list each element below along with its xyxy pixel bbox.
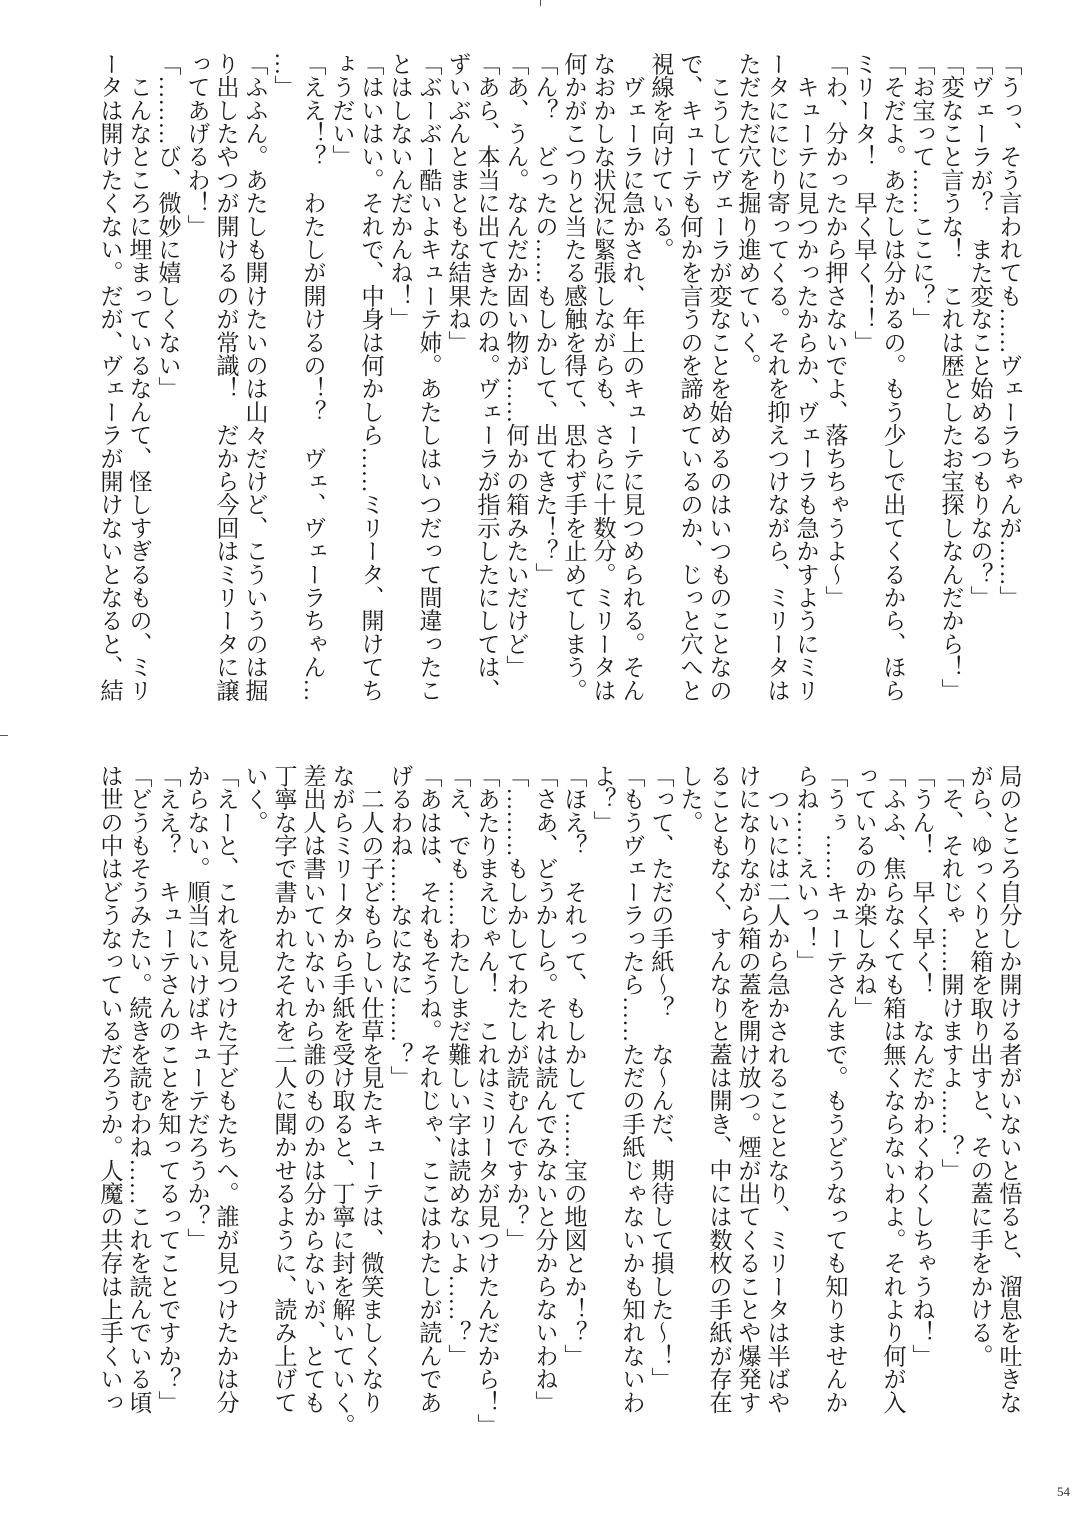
text-line: 差出人は書いていないから誰のものかは分からないが、とても [299, 764, 325, 1414]
text-line: 「ん？ どったの……もしかして、出てきた！？」 [531, 52, 557, 586]
text-line: けになりながら箱の蓋を開け放つ。煙が出てくることや爆発す [734, 764, 760, 1414]
text-block-top [94, 52, 1022, 732]
text-line: こうしてヴェーラが変なことを始めるのはいつものことなの [705, 52, 731, 702]
text-line: 「ええ！？ わたしが開けるの！？ ヴェ、ヴェーラちゃん… [299, 52, 325, 702]
text-line: ミリータ！ 早く早く！！」 [850, 52, 876, 354]
text-line: 「ふふん。あたしも開けたいのは山々だけど、こういうのは掘 [241, 52, 267, 702]
text-line: 「ほえ？ それって、もしかして……宝の地図とか！？」 [560, 764, 586, 1368]
text-line: とはしないんだかんね！」 [386, 52, 412, 331]
text-line: 「あ、うん。なんだか固い物が……何かの箱みたいだけど」 [502, 52, 528, 679]
text-line: げるわね……なになに……？」 [386, 764, 412, 1089]
text-line: 「さあ、どうかしら。それは読んでみないと分からないわね」 [531, 764, 557, 1414]
text-line: なおかしな状況に緊張しながらも、さらに十数分。ミリータは [589, 52, 615, 702]
text-block-bottom [94, 764, 1022, 1444]
text-line: ってあげるわ！」 [183, 52, 209, 238]
text-line: 「そだよ。あたしは分かるの。もう少しで出てくるから、ほら [879, 52, 905, 702]
text-line: がら、ゆっくりと箱を取り出すと、その蓋に手をかける。 [966, 764, 992, 1368]
text-line: 「お宝って……ここに？」 [908, 52, 934, 331]
text-line: ながらミリータから手紙を受け取ると、丁寧に封を解いていく。 [328, 764, 354, 1437]
text-line: ータににじり寄ってくる。それを抑えつけながら、ミリータは [763, 52, 789, 702]
text-line: で、キューテも何かを言うのを諦めているのか、じっと穴へと [676, 52, 702, 702]
crop-mark-top [540, 0, 541, 6]
text-line: 「わ、分かったから押さないでよ、落ちちゃうよ～」 [821, 52, 847, 609]
text-line: …」 [270, 52, 296, 99]
text-line: した。 [676, 764, 702, 834]
text-line: 局のところ自分しか開ける者がいないと悟ると、溜息を吐きな [995, 764, 1021, 1414]
text-line: ょうだい」 [328, 52, 354, 168]
text-line: 「変なこと言うな！ これは歴としたお宝探しなんだから！」 [937, 52, 963, 702]
text-line: 「え、でも……わたしまだ難しい字は読めないよ……？」 [444, 764, 470, 1368]
text-line: 二人の子どもらしい仕草を見たキューテは、微笑ましくなり [357, 764, 383, 1414]
text-line: 「うぅ……キューテさんまで。もうどうなっても知りませんか [821, 764, 847, 1414]
text-line: 「うん！ 早く早く！ なんだかわくわくしちゃうね！」 [908, 764, 934, 1368]
text-line: 「ふふ、焦らなくても箱は無くならないわよ。それより何が入 [879, 764, 905, 1414]
text-line: こんなところに埋まっているなんて、怪しすぎるもの、ミリ [125, 52, 151, 702]
text-line: ータは開けたくない。だが、ヴェーラが開けないとなると、結 [96, 52, 122, 702]
text-line: 視線を向けている。 [647, 52, 673, 261]
text-line: 「ヴェーラが？ また変なこと始めるつもりなの？」 [966, 52, 992, 609]
text-line: 「ぶーぶー酷いよキューテ姉。あたしはいつだって間違ったこ [415, 52, 441, 702]
text-line: 「って、ただの手紙～？ な～んだ、期待して損した～！」 [647, 764, 673, 1391]
text-line: ついには二人から急かされることとなり、ミリータは半ばや [763, 764, 789, 1414]
text-line: 「もうヴェーラったら……ただの手紙じゃないかも知れないわ [618, 764, 644, 1414]
text-line: 「そ、それじゃ……開けますよ……？」 [937, 764, 963, 1182]
text-line: ることもなく、すんなりと蓋は開き、中には数枚の手紙が存在 [705, 764, 731, 1414]
text-line: 「どうもそうみたい。続きを読むわね……これを読んでいる頃 [125, 764, 151, 1414]
text-line: 「あたりまえじゃん！ これはミリータが見つけたんだから！」 [473, 764, 499, 1437]
text-line: ずいぶんとまともな結果ね」 [444, 52, 470, 354]
text-line: り出したやつが開けるのが常識！ だから今回はミリータに譲 [212, 52, 238, 702]
text-line: 「はいはい。それで、中身は何かしら……ミリータ、開けてち [357, 52, 383, 702]
text-line: 「あはは、それもそうね。それじゃ、ここはわたしが読んであ [415, 764, 441, 1414]
text-line: っているのか楽しみね」 [850, 764, 876, 1020]
text-line: よ？」 [589, 764, 615, 834]
page-number: 54 [1057, 1484, 1070, 1499]
text-line: 「………び、微妙に嬉しくない」 [154, 52, 180, 400]
text-line: らね……えいっ！」 [792, 764, 818, 973]
text-line: 何かがこつりと当たる感触を得て、思わず手を止めてしまう。 [560, 52, 586, 702]
crop-mark-left [0, 735, 8, 736]
text-line: は世の中はどうなっているだろうか。人魔の共存は上手くいっ [96, 764, 122, 1414]
text-line: 「ええ？ キューテさんのことを知ってるってことですか？」 [154, 764, 180, 1414]
text-line: 「………もしかしてわたしが読むんですか？」 [502, 764, 528, 1252]
text-line: 丁寧な字で書かれたそれを二人に聞かせるように、読み上げて [270, 764, 296, 1414]
text-line: 「えーと、これを見つけた子どもたちへ。誰が見つけたかは分 [212, 764, 238, 1414]
text-line: ただただ穴を掘り進めていく。 [734, 52, 760, 377]
text-line: キューテに見つかったからか、ヴェーラも急かすようにミリ [792, 52, 818, 702]
text-line: 「あら、本当に出てきたのね。ヴェーラが指示したにしては、 [473, 52, 499, 702]
text-line: ヴェーラに急かされ、年上のキューテに見つめられる。そん [618, 52, 644, 702]
text-line: 「うっ、そう言われても……ヴェーラちゃんが……」 [995, 52, 1021, 609]
text-line: いく。 [241, 764, 267, 834]
text-line: からない。順当にいけばキューテだろうか？」 [183, 764, 209, 1252]
